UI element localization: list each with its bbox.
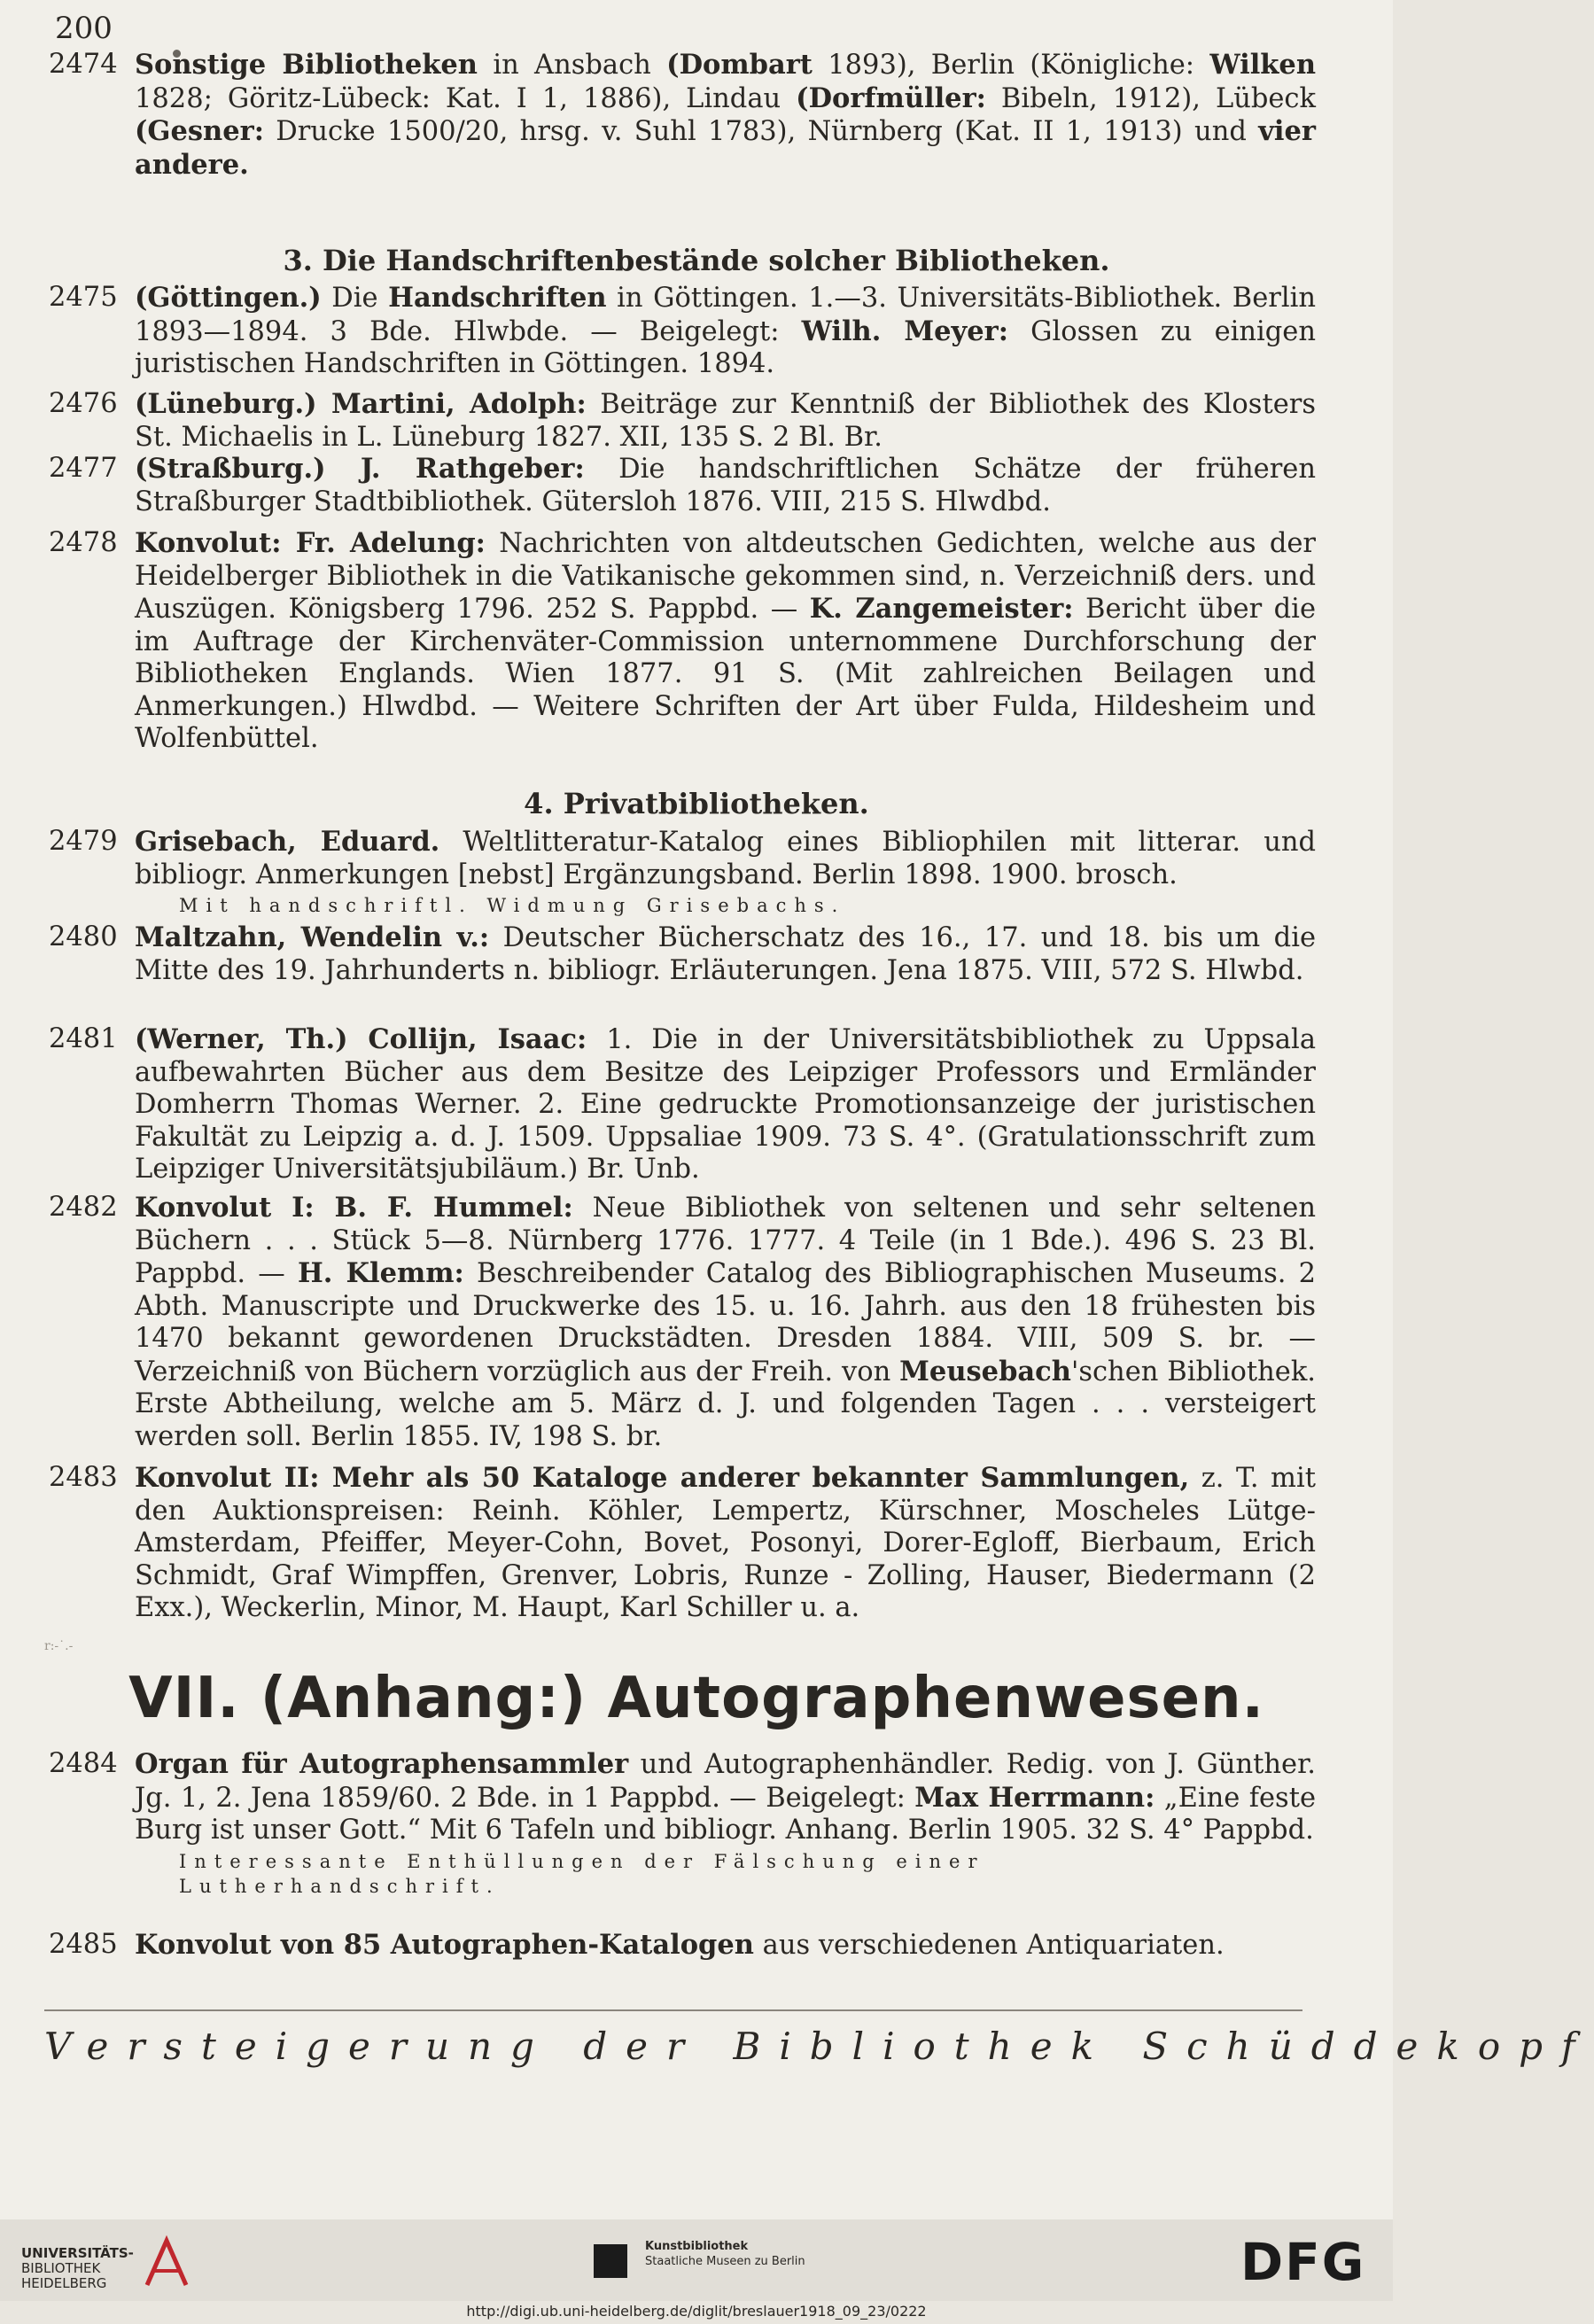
- entry-plain-text: 1893), Berlin (Königliche:: [812, 50, 1210, 81]
- entry-text: [135, 1192, 1316, 1453]
- entry-bold-text: Maltzahn, Wendelin v.:: [135, 921, 490, 953]
- entry-bold-text: (Lüneburg.) Martini, Adolph:: [135, 388, 587, 420]
- entry-bold-text: (Gesner:: [135, 115, 264, 147]
- entry-text: [135, 1023, 1316, 1186]
- entry-plain-text: Glossen zu einigen juristischen Handschriften in Göttingen. 1894.: [135, 315, 1316, 379]
- entry-plain-text: in Ansbach: [477, 50, 667, 81]
- entry-bold-text: Wilken: [1209, 49, 1316, 81]
- entry-plain-text: Neue Bibliothek von seltenen und sehr seltenen Büchern . . . Stück 5—8. Nürnberg 1776. 1777. 4 Teile (in 1 Bde.). 496 S. 23 Bl. Pappbd. —: [135, 1193, 1316, 1289]
- entry-number: 2477: [49, 453, 118, 484]
- entry-text: [135, 921, 1316, 987]
- source-url[interactable]: http://digi.ub.uni-heidelberg.de/diglit/breslauer1918_09_23/0222: [466, 2303, 927, 2320]
- entry-plain-text: z. T. mit den Auktionspreisen: Reinh. Köhler, Lempertz, Kürschner, Moscheles Lütge-Amsterdam, Pfeiffer, Meyer-Cohn, Bovet, Posonyi, Dorer-Egloff, Bierbaum, Erich Schmidt, Graf Wimpffen, Grenver, Lobris, Runze - Zolling, Hauser, Biedermann (2 Exx.), Weckerlin, Minor, M. Haupt, Karl Schiller u. a.: [135, 1463, 1316, 1623]
- entry-note: Interessante Enthüllungen der Fälschung einer Lutherhandschrift.: [179, 1850, 985, 1897]
- entry-plain-text: Deutscher Bücherschatz des 16., 17. und 18. bis um die Mitte des 19. Jahrhunderts n. bibliogr. Erläuterungen. Jena 1875. VIII, 572 S. Hlwbd.: [135, 922, 1317, 986]
- entry-text: [135, 1929, 1316, 1963]
- entry-text: [135, 49, 1316, 182]
- entry-bold-text: (Werner, Th.) Collijn, Isaac:: [135, 1023, 587, 1055]
- section-heading-3: 3. Die Handschriftenbestände solcher Bibliotheken.: [283, 244, 1110, 277]
- entry-plain-text: Nachrichten von altdeutschen Gedichten, welche aus der Heidelberger Bibliothek in die Vatikanische gekommen sind, n. Verzeichniß ders. und Auszügen. Königsberg 1796. 252 S. Pappbd. —: [135, 528, 1316, 625]
- university-library-logo[interactable]: UNIVERSITÄTS- BIBLIOTHEK HEIDELBERG: [21, 2245, 134, 2291]
- entry-number: 2476: [49, 388, 118, 419]
- entry-plain-text: Weltlitteratur-Katalog eines Bibliophilen mit litterar. und bibliogr. Anmerkungen [nebst] Ergänzungsband. Berlin 1898. 1900. brosch.: [135, 827, 1317, 890]
- entry-bold-text: Konvolut I: B. F. Hummel:: [135, 1192, 573, 1224]
- entry-plain-text: Die handschriftlichen Schätze der früheren Straßburger Stadtbibliothek. Gütersloh 1876. VIII, 215 S. Hlwdbd.: [135, 454, 1316, 517]
- section-heading-4: 4. Privatbibliotheken.: [524, 787, 869, 820]
- entry-text: [135, 282, 1316, 381]
- entry-plain-text: Die: [321, 283, 389, 314]
- entry-plain-text: aus verschiedenen Antiquariaten.: [753, 1930, 1225, 1961]
- entry-number: 2475: [49, 282, 118, 313]
- entry-plain-text: Bericht über die im Auftrage der Kirchenväter-Commission unternommene Durchforschung der Bibliotheken Englands. Wien 1877. 91 S. (Mit zahlreichen Beilagen und Anmerkungen.) Hlwdbd. — Weitere Schriften der Art über Fulda, Hildesheim und Wolfenbüttel.: [135, 594, 1316, 754]
- entry-number: 2483: [49, 1462, 118, 1493]
- entry-number: 2478: [49, 527, 118, 558]
- entry-plain-text: Beschreibender Catalog des Bibliographischen Museums. 2 Abth. Manuscripte und Druckwerke des 15. u. 16. Jahrh. aus den 18 frühesten bis 1470 bekannt gewordenen Druckstädten. Dresden 1884. VIII, 509 S. br. — Verzeichniß von Büchern vorzüglich aus der Freih. von: [135, 1258, 1316, 1387]
- entry-bold-text: Konvolut von 85 Autographen-Katalogen: [135, 1929, 754, 1961]
- entry-bold-text: H. Klemm:: [297, 1257, 464, 1289]
- digitization-footer: [0, 2219, 1393, 2301]
- entry-plain-text: und Autographenhändler. Redig. von J. Günther. Jg. 1, 2. Jena 1859/60. 2 Bde. in 1 Pappbd. — Beigelegt:: [135, 1749, 1316, 1814]
- entry-plain-text: „Eine feste Burg ist unser Gott.“ Mit 6 Tafeln und bibliogr. Anhang. Berlin 1905. 32 S. 4° Pappbd.: [135, 1782, 1316, 1846]
- university-emblem-icon: [142, 2235, 191, 2290]
- dfg-logo[interactable]: DFG: [1240, 2232, 1366, 2292]
- entry-plain-text: 1. Die in der Universitätsbibliothek zu Uppsala aufbewahrten Bücher aus dem Besitze des Leipziger Professors und Ermländer Domherrn Thomas Werner. 2. Eine gedruckte Promotionsanzeige der juristischen Fakultät zu Leipzig a. d. J. 1509. Uppsaliae 1909. 73 S. 4°. (Gratulationsschrift zum Leipziger Universitätsjubiläum.) Br. Unb.: [135, 1024, 1316, 1185]
- entry-bold-text: (Göttingen.): [135, 282, 322, 314]
- running-footer: Versteigerung der Bibliothek Schüddekopf: [44, 2025, 1594, 2068]
- footer-rule: [44, 2009, 1302, 2011]
- entry-bold-text: (Straßburg.) J. Rathgeber:: [135, 453, 585, 485]
- entry-bold-text: Konvolut: Fr. Adelung:: [135, 527, 486, 559]
- entry-bold-text: Handschriften: [388, 282, 607, 314]
- entry-text: [135, 1748, 1316, 1899]
- entry-bold-text: Sonstige Bibliotheken: [135, 49, 478, 81]
- entry-bold-text: Wilh. Meyer:: [801, 315, 1009, 347]
- entry-number: 2485: [49, 1929, 118, 1960]
- entry-number: 2480: [49, 921, 118, 952]
- entry-plain-text: Bibeln, 1912), Lübeck: [985, 82, 1316, 114]
- entry-plain-text: in Göttingen. 1.—3. Universitäts-Bibliothek. Berlin 1893—1894. 3 Bde. Hlwbde. — Beigelegt:: [135, 283, 1316, 347]
- entry-bold-text: Konvolut II: Mehr als 50 Kataloge anderer bekannter Sammlungen,: [135, 1462, 1190, 1494]
- entry-plain-text: Beiträge zur Kenntniß der Bibliothek des Klosters St. Michaelis in L. Lüneburg 1827. XII, 135 S. 2 Bl. Br.: [135, 389, 1316, 453]
- entry-plain-text: Drucke 1500/20, hrsg. v. Suhl 1783), Nürnberg (Kat. II 1, 1913) und: [263, 116, 1259, 147]
- entry-text: [135, 826, 1316, 918]
- margin-mark: r:-˙.-: [44, 1639, 74, 1653]
- entry-number: 2481: [49, 1023, 118, 1054]
- entry-text: [135, 388, 1316, 454]
- entry-plain-text: 'schen Bibliothek. Erste Abtheilung, welche am 5. März d. J. und folgenden Tagen . . . versteigert werden soll. Berlin 1855. IV, 198 S. br.: [135, 1356, 1316, 1452]
- entry-plain-text: 1828; Göritz-Lübeck: Kat. I 1, 1886), Lindau: [135, 82, 797, 114]
- kunstbibliothek-logo-icon: [594, 2244, 627, 2278]
- entry-bold-text: Organ für Autographensammler: [135, 1748, 629, 1780]
- entry-bold-text: Grisebach, Eduard.: [135, 826, 440, 858]
- page-number: 200: [55, 11, 113, 46]
- chapter-title: VII. (Anhang:) Autographenwesen.: [128, 1666, 1264, 1731]
- entry-number: 2479: [49, 826, 118, 857]
- entry-text: [135, 527, 1316, 756]
- kunstbibliothek-label[interactable]: Kunstbibliothek Staatliche Museen zu Berlin: [645, 2240, 805, 2268]
- entry-text: [135, 1462, 1316, 1625]
- entry-number: 2484: [49, 1748, 118, 1779]
- entry-bold-text: Meusebach: [899, 1355, 1071, 1387]
- entry-number: 2482: [49, 1192, 118, 1223]
- entry-text: [135, 453, 1316, 518]
- entry-bold-text: Max Herrmann:: [914, 1781, 1155, 1814]
- entry-bold-text: K. Zangemeister:: [809, 593, 1074, 625]
- entry-bold-text: (Dombart: [666, 49, 813, 81]
- entry-number: 2474: [49, 49, 118, 80]
- entry-bold-text: vier andere.: [135, 115, 1316, 181]
- entry-note: Mit handschriftl. Widmung Grisebachs.: [179, 895, 846, 916]
- entry-bold-text: (Dorfmüller:: [796, 82, 986, 114]
